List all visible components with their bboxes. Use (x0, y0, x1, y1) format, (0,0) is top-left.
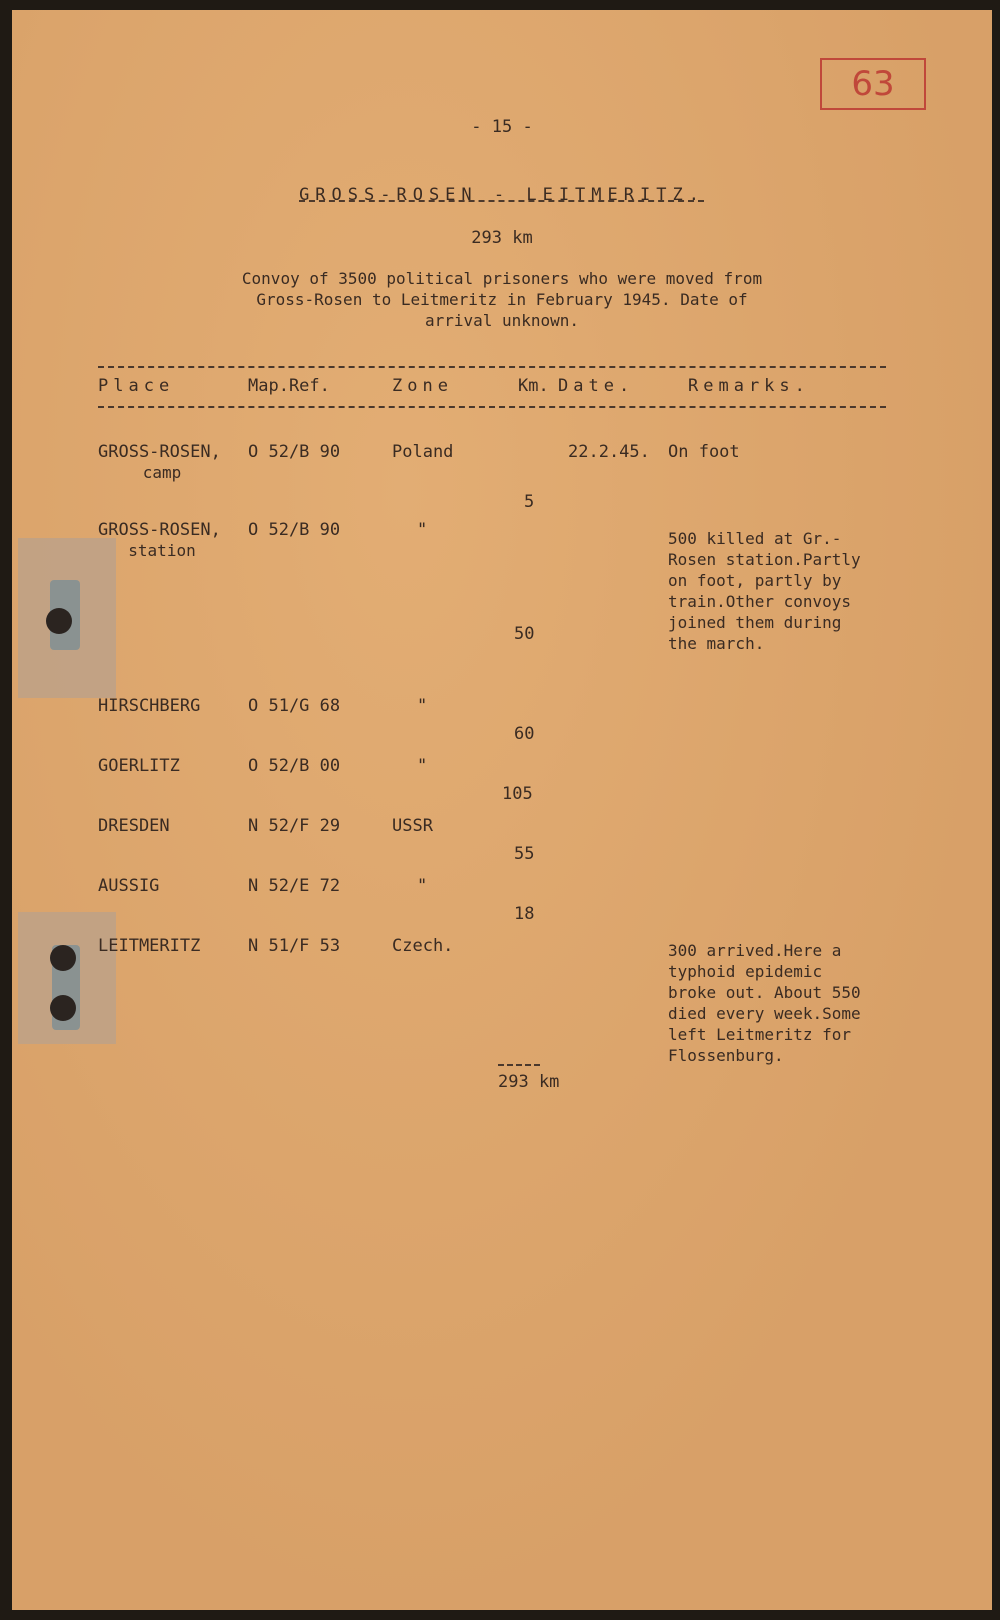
segment-km: 55 (514, 844, 535, 864)
remarks: 300 arrived.Here a (668, 941, 842, 960)
remarks: On foot (668, 442, 740, 462)
zone: " (417, 696, 428, 716)
mapref: N 52/F 29 (248, 816, 341, 836)
description-line-3: arrival unknown. (424, 311, 580, 330)
description-line-2: Gross-Rosen to Leitmeritz in February 1945. Date of (256, 290, 748, 309)
header-date: Date. (558, 376, 635, 396)
remarks: broke out. About 550 (668, 983, 861, 1002)
punch-hole (50, 945, 76, 971)
mapref: O 52/B 90 (248, 442, 341, 462)
header-remarks: Remarks. (688, 376, 810, 396)
remarks: left Leitmeritz for (668, 1025, 852, 1044)
total-km: 293 km (498, 1072, 560, 1092)
mapref: N 52/E 72 (248, 876, 341, 896)
segment-km: 5 (524, 492, 535, 512)
place-aussig: AUSSIG (98, 876, 160, 896)
header-zone: Zone (392, 376, 453, 396)
remarks: joined them during (668, 613, 842, 632)
mapref: O 51/G 68 (248, 696, 341, 716)
date: 22.2.45. (568, 442, 650, 462)
segment-km: 18 (514, 904, 535, 924)
remarks: Flossenburg. (668, 1046, 784, 1065)
zone: " (417, 520, 428, 540)
page-number-stamp: 63 (820, 58, 926, 110)
punch-hole (46, 608, 72, 634)
total-rule (498, 1064, 540, 1066)
document-page (12, 10, 992, 1610)
zone: Czech. (392, 936, 454, 956)
zone: USSR (392, 816, 433, 836)
remarks: Rosen station.Partly (668, 550, 861, 569)
header-place: Place (98, 376, 175, 396)
segment-km: 60 (514, 724, 535, 744)
mapref: O 52/B 00 (248, 756, 341, 776)
zone: Poland (392, 442, 454, 462)
punch-hole (50, 995, 76, 1021)
remarks: on foot, partly by (668, 571, 842, 590)
header-mapref: Map.Ref. (248, 376, 330, 396)
table-rule-bottom (98, 406, 886, 408)
table-rule-top (98, 366, 886, 368)
remarks: train.Other convoys (668, 592, 852, 611)
route-distance: 293 km (471, 228, 533, 248)
route-title: GROSS-ROSEN - LEITMERITZ. (299, 185, 705, 205)
place-leitmeritz: LEITMERITZ (98, 936, 201, 956)
remarks: the march. (668, 634, 765, 653)
place-gross-rosen-camp: GROSS-ROSEN, (98, 442, 221, 462)
place-sub: camp (142, 463, 182, 482)
place-goerlitz: GOERLITZ (98, 756, 180, 776)
place-hirschberg: HIRSCHBERG (98, 696, 201, 716)
segment-km: 105 (502, 784, 533, 804)
mapref: N 51/F 53 (248, 936, 341, 956)
place-dresden: DRESDEN (98, 816, 170, 836)
zone: " (417, 876, 428, 896)
remarks: died every week.Some (668, 1004, 861, 1023)
remarks: 500 killed at Gr.- (668, 529, 842, 548)
page-number: - 15 - (471, 117, 533, 137)
mapref: O 52/B 90 (248, 520, 341, 540)
place-gross-rosen-station: GROSS-ROSEN, (98, 520, 221, 540)
remarks: typhoid epidemic (668, 962, 823, 981)
zone: " (417, 756, 428, 776)
header-km: Km. (518, 376, 549, 396)
place-sub: station (128, 541, 196, 560)
segment-km: 50 (514, 624, 535, 644)
description-line-1: Convoy of 3500 political prisoners who were moved from (241, 269, 763, 288)
